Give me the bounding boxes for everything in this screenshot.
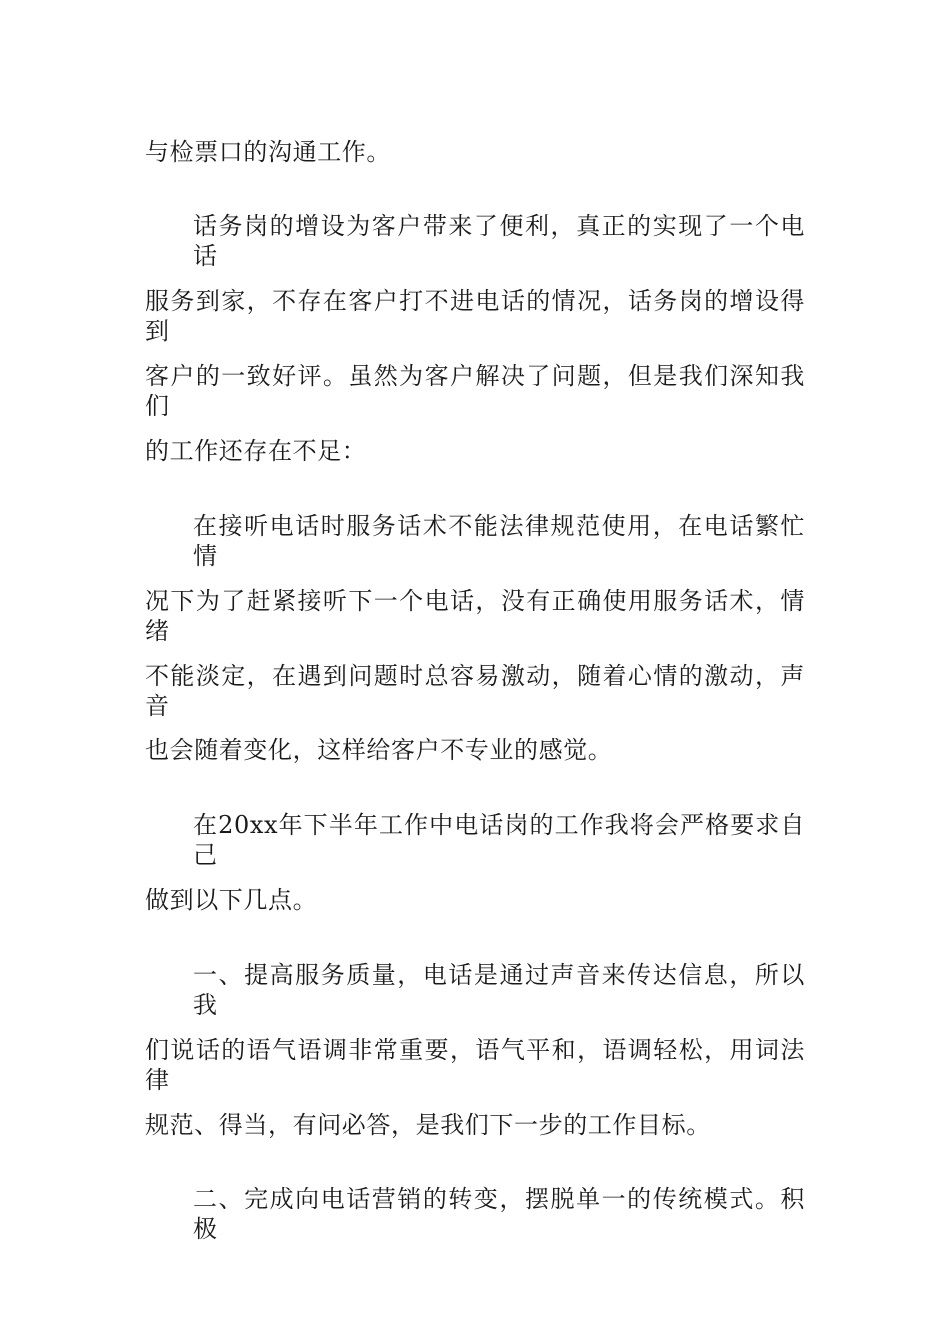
text-line: 做到以下几点。 bbox=[145, 886, 318, 914]
text-line: 也会随着变化，这样给客户不专业的感觉。 bbox=[145, 736, 613, 764]
text-line: 况下为了赶紧接听下一个电话，没有正确使用服务话术，情绪 bbox=[145, 587, 805, 645]
text-line: 客户的一致好评。虽然为客户解决了问题，但是我们深知我们 bbox=[145, 362, 805, 420]
paragraph-first-line: 在接听电话时服务话术不能法律规范使用，在电话繁忙情 bbox=[193, 512, 805, 570]
text-line: 服务到家，不存在客户打不进电话的情况，话务岗的增设得到 bbox=[145, 287, 805, 345]
paragraph-first-line: 话务岗的增设为客户带来了便利，真正的实现了一个电话 bbox=[193, 212, 805, 270]
paragraph-first-line: 二、完成向电话营销的转变，摆脱单一的传统模式。积极 bbox=[193, 1185, 805, 1243]
paragraph-first-line: 一、提高服务质量，电话是通过声音来传达信息，所以我 bbox=[193, 961, 805, 1019]
text-line: 与检票口的沟通工作。 bbox=[145, 138, 391, 166]
paragraph-first-line: 在20xx年下半年工作中电话岗的工作我将会严格要求自己 bbox=[193, 811, 805, 869]
text-line: 规范、得当，有问必答，是我们下一步的工作目标。 bbox=[145, 1111, 711, 1139]
text-line: 的工作还存在不足： bbox=[145, 437, 367, 465]
text-line: 不能淡定，在遇到问题时总容易激动，随着心情的激动，声音 bbox=[145, 662, 805, 720]
text-line: 们说话的语气语调非常重要，语气平和，语调轻松，用词法律 bbox=[145, 1036, 805, 1094]
